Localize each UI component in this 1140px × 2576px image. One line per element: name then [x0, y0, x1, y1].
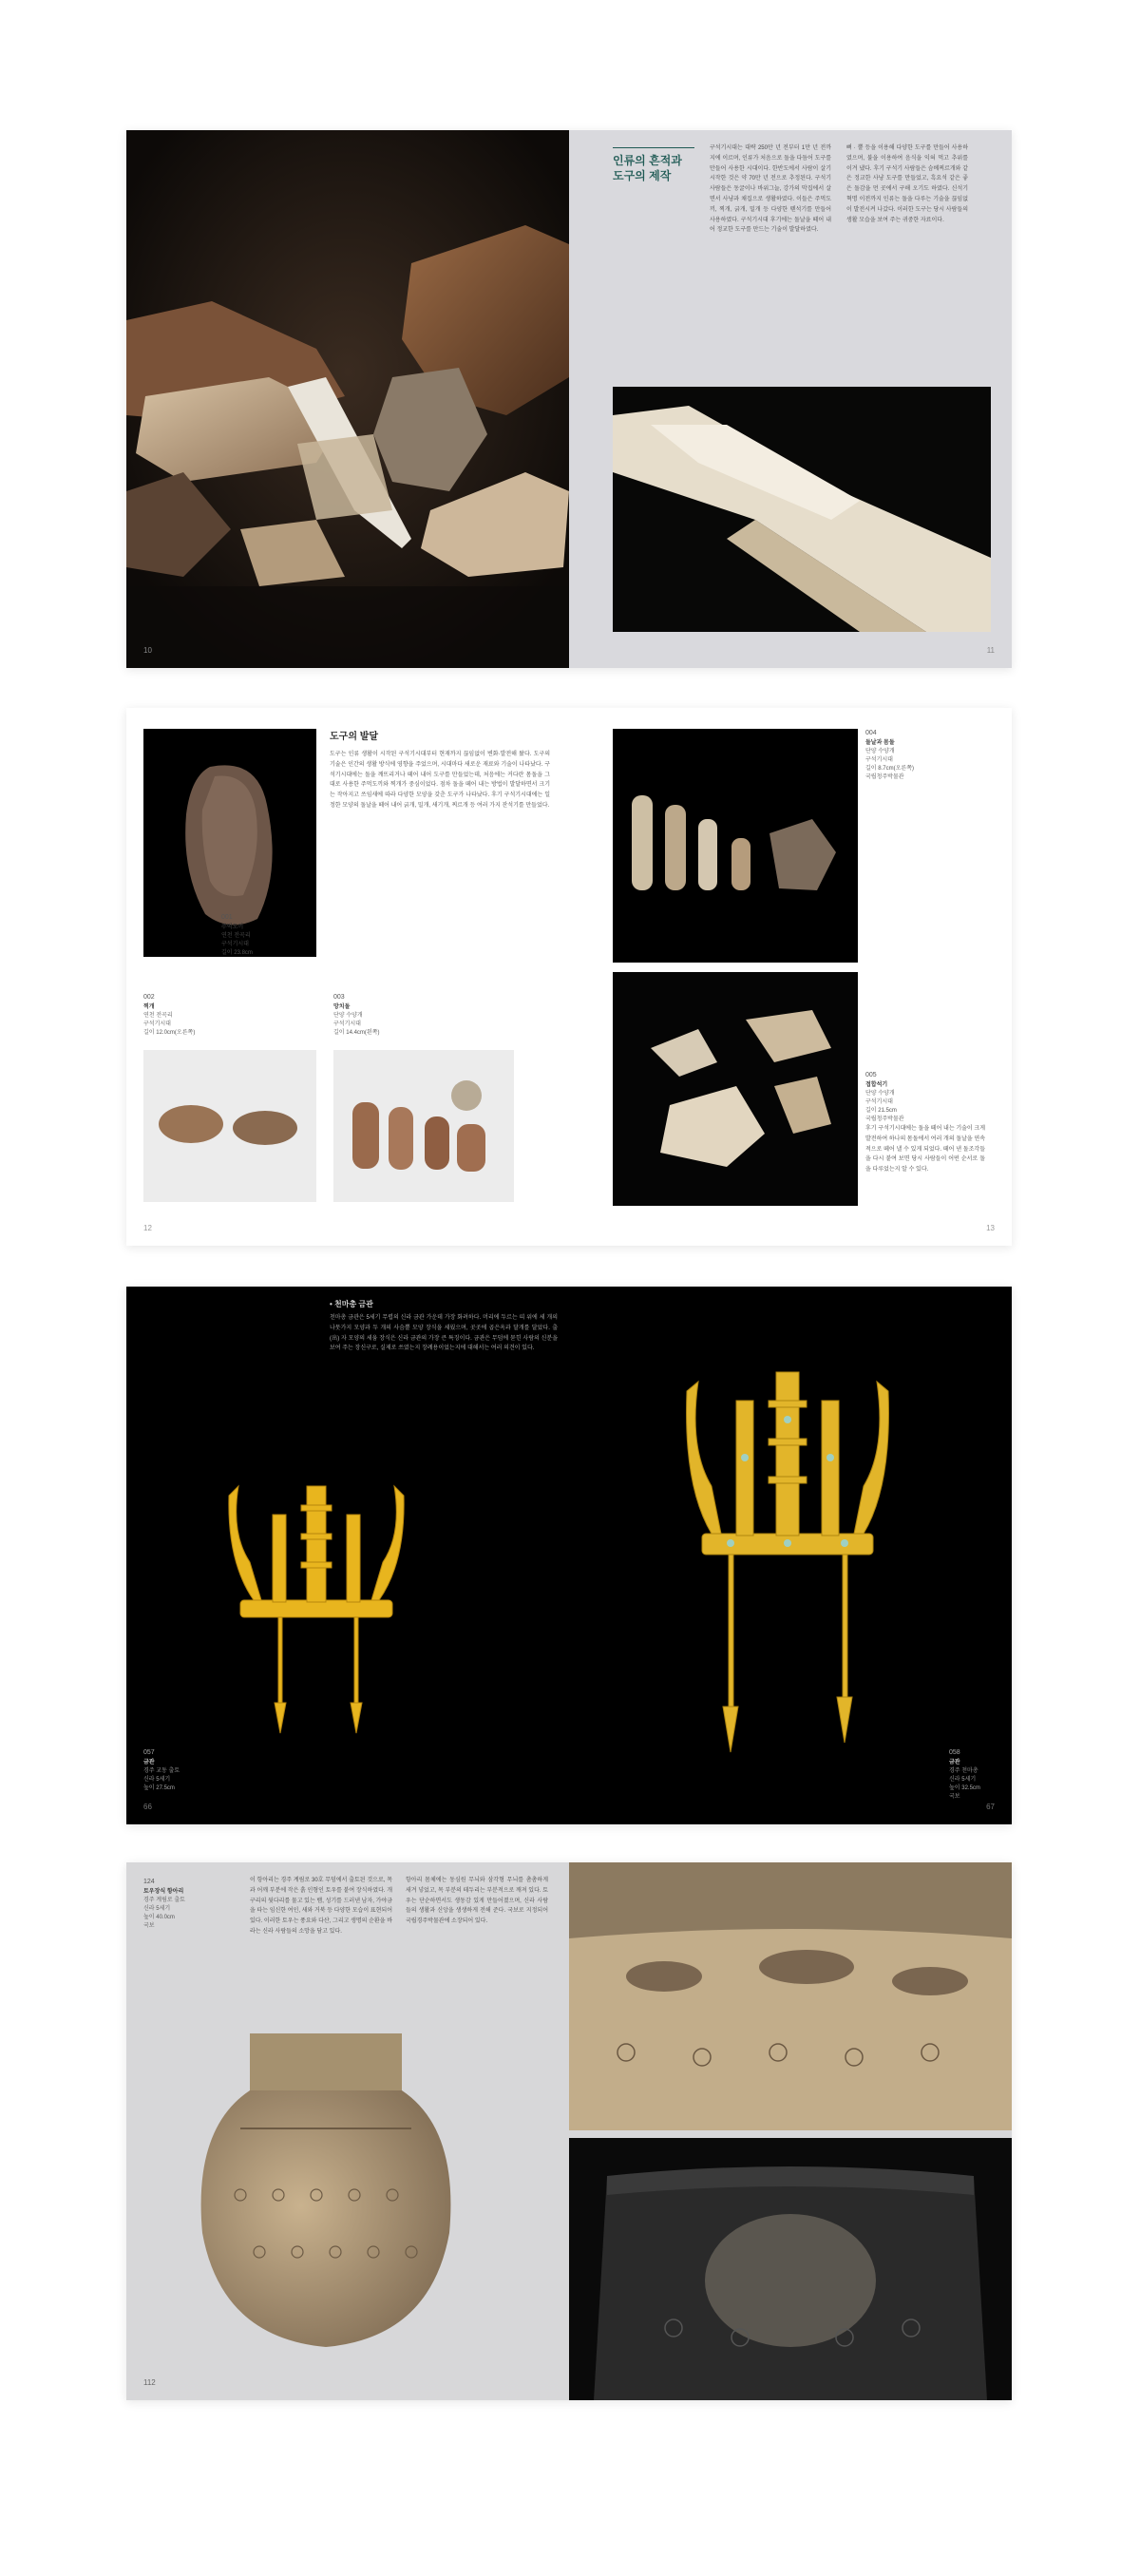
page-13 — [569, 708, 1012, 1246]
caption-line: 길이 12.0cm(오른쪽) — [143, 1029, 196, 1036]
caption-name: 주먹도끼 — [221, 924, 244, 930]
refitted-stones-photo — [613, 972, 858, 1206]
caption-line: 국립청주박물관 — [865, 773, 904, 780]
caption-line: 길이 8.7cm(오른쪽) — [865, 765, 914, 772]
spread-1 — [126, 130, 1012, 668]
caption-line: 구석기시대 — [865, 756, 893, 763]
jar-detail-photo-bottom — [569, 2138, 1012, 2400]
caption-number: 001 — [221, 914, 233, 921]
hammerstones-photo — [333, 1050, 514, 1202]
caption-001 — [221, 913, 307, 958]
spread-3 — [126, 1287, 1012, 1824]
caption-line: 연천 전곡리 — [143, 1012, 173, 1019]
page-112 — [126, 1862, 569, 2400]
page-number: 10 — [143, 646, 152, 655]
section-title-line-2: 도구의 제작 — [613, 169, 672, 183]
body-column-1: 이 항아리는 경주 계림로 30호 무덤에서 출토된 것으로, 목과 어깨 부분에 작은 흙 인형인 토우를 붙여 장식하였다. 개구리의 뒷다리를 물고 있는 뱀, 성기를 드러낸 남자, 가야금을 타는 임신한 여인, 새와 거북 등 다양한 모습이 표현되어 있다. 이러한 토우는 풍요와 다산, 그리고 생명의 순환을 바라는 신라 사람들의 소망을 담고 있다. — [250, 1878, 392, 1935]
caption-number: 005 — [865, 1072, 877, 1078]
page-12 — [126, 708, 569, 1246]
caption-number: 004 — [865, 730, 877, 736]
caption-number: 003 — [333, 994, 345, 1001]
page-67 — [569, 1287, 1012, 1824]
page-number: 67 — [986, 1803, 995, 1811]
page-11 — [569, 130, 1012, 668]
caption-003 — [333, 993, 428, 1038]
caption-005 — [865, 1071, 960, 1124]
caption-line: 경주 교동 출토 — [143, 1767, 180, 1774]
caption-number: 058 — [949, 1749, 960, 1756]
caption-line: 신라 5세기 — [143, 1776, 171, 1783]
page-number: 11 — [986, 646, 995, 655]
page-number: 66 — [143, 1803, 152, 1811]
caption-number: 057 — [143, 1749, 155, 1756]
section-title-line-1: 인류의 흔적과 — [613, 154, 682, 167]
caption-line: 단양 수양개 — [865, 748, 895, 754]
jar-detail-photo-top — [569, 1862, 1012, 2130]
caption-line: 단양 수양개 — [333, 1012, 363, 1019]
caption-line: 국보 — [143, 1922, 155, 1929]
body-column-1: 구석기시대는 대략 250만 년 전부터 1만 년 전까지에 이르며, 인류가 처음으로 돌을 다듬어 도구를 만들어 사용한 시대이다. 한반도에서 사람이 살기 시작한 것은 약 70만 년 전으로 추정된다. 구석기 사람들은 동굴이나 바위그늘, 강가의 막집에서 살면서 사냥과 채집으로 생활하였다. 이들은 주먹도끼, 찍개, 긁개, 밀개 등 다양한 뗀석기를 만들어 사용하였다. 구석기시대 후기에는 돌날을 떼어 내어 정교한 도구를 만드는 기술이 발달하였다. — [710, 145, 831, 234]
stone-tools-photo — [126, 130, 569, 668]
caption-number: 124 — [143, 1879, 155, 1885]
caption-124 — [143, 1878, 229, 1931]
caption-line: 길이 21.5cm — [865, 1107, 897, 1114]
caption-name: 금관 — [143, 1759, 155, 1765]
caption-name: 접합석기 — [865, 1081, 888, 1088]
caption-line: 높이 40.0cm — [143, 1914, 175, 1920]
caption-004 — [865, 729, 960, 782]
caption-058 — [949, 1748, 1006, 1802]
body-text: 도구는 인류 생활이 시작된 구석기시대부터 현재까지 끊임없이 변화·발전해 왔다. 도구의 기술은 인간의 생활 방식에 영향을 주었으며, 시대마다 새로운 재료와 기술이 나타났다. 구석기시대에는 돌을 깨뜨리거나 떼어 내어 도구를 만들었는데, 처음에는 커다란 몸돌을 그대로 사용한 주먹도끼와 찍개가 중심이었다. 점차 돌을 떼어 내는 방법이 발달하면서 크기는 작아지고 쓰임새에 따라 다양한 모양을 갖춘 도구가 나타났다. 후기 구석기시대에는 일정한 모양의 돌날을 떼어 내어 긁개, 밀개, 새기개, 찌르개 등 여러 가지 잔석기를 만들었다. — [330, 752, 550, 809]
blades-and-cores-photo — [613, 729, 858, 963]
spread-4 — [126, 1862, 1012, 2400]
section-heading: • 천마총 금관 — [330, 1300, 373, 1308]
caption-line: 신라 5세기 — [143, 1905, 171, 1912]
gold-crown-right — [674, 1344, 902, 1790]
chopper-photo — [143, 1050, 316, 1202]
caption-line: 구석기시대 — [221, 941, 249, 947]
caption-number: 002 — [143, 994, 155, 1001]
body-column-2: 항아리 몸체에는 동심원 무늬와 삼각형 무늬를 촘촘하게 새겨 넣었고, 목 부분의 테두리는 부분적으로 깨져 있다. 토우는 단순하면서도 생동감 있게 만들어졌으며, 신라 사람들의 생활과 신앙을 생생하게 전해 준다. 국보로 지정되어 국립경주박물관에 소장되어 있다. — [406, 1878, 548, 1925]
clay-jar-photo — [183, 2024, 468, 2385]
section-title — [613, 153, 682, 183]
body-text: 천마총 금관은 5세기 무렵의 신라 금관 가운데 가장 화려하다. 머리에 두르는 띠 위에 세 개의 나뭇가지 모양과 두 개의 사슴뿔 모양 장식을 세웠으며, 곳곳에 곱은옥과 달개를 달았다. 출(出) 자 모양의 세움 장식은 신라 금관의 가장 큰 특징이다. 금관은 무덤에 묻힌 사람의 신분을 보여 주는 장신구로, 실제로 쓰였는지 장례용이었는지에 대해서는 여러 의견이 있다. — [330, 1315, 558, 1352]
caption-name: 금관 — [949, 1759, 960, 1765]
caption-line: 경주 천마총 — [949, 1767, 978, 1774]
caption-002 — [143, 993, 238, 1038]
caption-line: 길이 14.4cm(왼쪽) — [333, 1029, 380, 1036]
caption-line: 높이 27.5cm — [143, 1784, 175, 1791]
caption-line: 구석기시대 — [143, 1021, 171, 1027]
spread-2 — [126, 708, 1012, 1246]
caption-line: 단양 수양개 — [865, 1090, 895, 1097]
caption-line: 길이 23.8cm — [221, 949, 253, 956]
page-10 — [126, 130, 569, 668]
caption-line: 경주 계림로 출토 — [143, 1897, 185, 1903]
caption-name: 토우장식 항아리 — [143, 1888, 184, 1895]
caption-line: 신라 5세기 — [949, 1776, 977, 1783]
caption-line: 구석기시대 — [333, 1021, 361, 1027]
caption-name: 돌날과 몸돌 — [865, 739, 895, 746]
refit-description: 후기 구석기시대에는 돌을 떼어 내는 기술이 크게 발전하여 하나의 몸돌에서 여러 개의 돌날을 연속적으로 떼어 낼 수 있게 되었다. 떼어 낸 돌조각들을 다시 붙여 보면 당시 사람들이 어떤 순서로 돌을 다루었는지 알 수 있다. — [865, 1126, 985, 1174]
page-number: 13 — [986, 1224, 995, 1232]
caption-line: 높이 32.5cm — [949, 1784, 980, 1791]
caption-line: 연천 전곡리 — [221, 932, 251, 939]
page-number: 112 — [143, 2378, 156, 2387]
caption-057 — [143, 1748, 229, 1793]
caption-name: 찍개 — [143, 1003, 155, 1010]
caption-line: 구석기시대 — [865, 1098, 893, 1105]
blade-closeup-photo — [613, 387, 991, 632]
page-113 — [569, 1862, 1012, 2400]
page-number: 12 — [143, 1224, 152, 1232]
section-heading: 도구의 발달 — [330, 732, 379, 742]
title-rule — [613, 147, 694, 148]
gold-crown-left — [221, 1448, 411, 1771]
caption-line: 국립청주박물관 — [865, 1116, 904, 1122]
page-66 — [126, 1287, 569, 1824]
caption-name: 망치돌 — [333, 1003, 351, 1010]
caption-line: 국보 — [949, 1793, 960, 1800]
body-column-2: 뼈 · 뿔 등을 이용해 다양한 도구를 만들어 사용하였으며, 불을 이용하여 음식을 익혀 먹고 추위를 이겨 냈다. 후기 구석기 사람들은 슴베찌르개와 같은 정교한 사냥 도구를 만들었고, 흑요석 같은 좋은 돌감을 먼 곳에서 구해 오기도 하였다. 신석기 혁명 이전까지 인류는 돌을 다루는 기술을 끊임없이 발전시켜 나갔다. 이러한 도구는 당시 사람들의 생활 모습을 보여 주는 귀중한 자료이다. — [846, 145, 968, 223]
